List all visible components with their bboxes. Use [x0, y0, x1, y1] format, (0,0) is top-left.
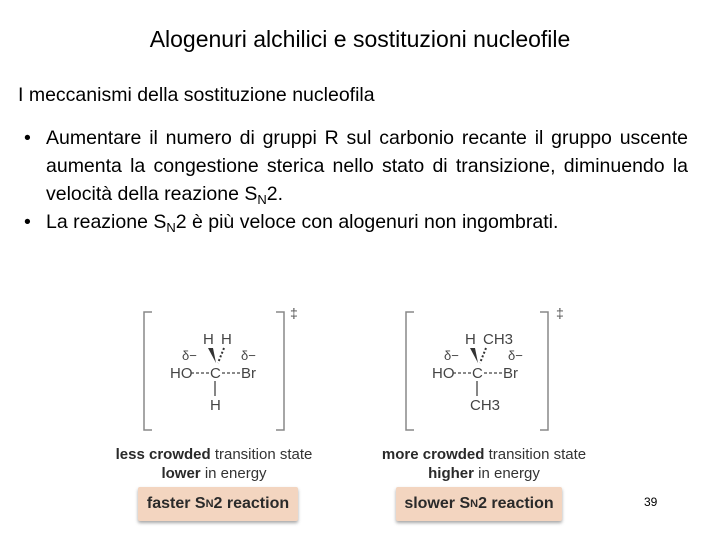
- bullet-item-1: [24, 124, 688, 208]
- left-h-top-left: H: [203, 331, 214, 348]
- slide-subtitle: I meccanismi della sostituzione nucleofila: [18, 84, 375, 106]
- bullet-text-2: La reazione $S_N2$ è più veloce con alogenuri non ingombrati.: [46, 211, 559, 235]
- left-delta-lg: δ−: [241, 348, 256, 363]
- right-nucleophile: HO: [432, 365, 455, 382]
- slide-title: Alogenuri alchilici e sostituzioni nucleofile: [149, 26, 571, 52]
- left-leaving-group: Br: [241, 365, 256, 382]
- right-delta-lg: δ−: [508, 348, 523, 363]
- left-dagger: ‡: [290, 305, 298, 321]
- right-ch3-top: CH3: [483, 331, 514, 348]
- bullet-list: [24, 124, 688, 236]
- left-wedge-bond: [208, 348, 216, 363]
- left-dash-bond: [218, 348, 224, 363]
- right-caption: [364, 445, 604, 483]
- right-h-top-left: H: [465, 331, 476, 348]
- left-bracket-close: [276, 312, 284, 430]
- bullet-dot: •: [24, 127, 31, 149]
- right-ch3-bottom: CH3: [470, 397, 501, 414]
- left-bracket-open: [144, 312, 152, 430]
- right-transition-state: [406, 305, 564, 430]
- right-caption-line1: more crowded transition state: [381, 446, 587, 463]
- faster-sn2-label: faster S N 2 reaction: [138, 487, 298, 521]
- right-caption-line2: higher in energy: [428, 465, 540, 482]
- right-delta-nuc: δ−: [444, 348, 459, 363]
- left-h-top-right: H: [221, 331, 232, 348]
- right-leaving-group: Br: [503, 365, 518, 382]
- left-carbon: C: [210, 365, 221, 382]
- left-caption-line1: less crowded transition state: [115, 446, 313, 463]
- left-delta-nuc: δ−: [182, 348, 197, 363]
- right-wedge-bond: [470, 348, 478, 363]
- bullet-dot: •: [24, 211, 31, 233]
- left-caption-line2: lower in energy: [161, 465, 267, 482]
- transition-state-figure: [104, 298, 604, 530]
- slower-sn2-label: slower S N 2 reaction: [396, 487, 562, 521]
- right-carbon: C: [472, 365, 483, 382]
- right-bracket-close: [540, 312, 548, 430]
- left-h-bottom: H: [210, 397, 221, 414]
- right-dash-bond: [480, 348, 486, 363]
- left-transition-state: [144, 305, 298, 430]
- left-nucleophile: HO: [170, 365, 193, 382]
- right-dagger: ‡: [556, 305, 564, 321]
- right-bracket-open: [406, 312, 414, 430]
- bullet-item-2: [24, 208, 688, 236]
- bullet-text-1: Aumentare il numero di gruppi R sul carbonio recante il gruppo uscente aumenta la congestione sterica nello stato di transizione, diminuendo la velocità della reazione $S_N2$.: [46, 127, 688, 207]
- page-number: 39: [644, 495, 658, 509]
- left-caption: [104, 445, 324, 483]
